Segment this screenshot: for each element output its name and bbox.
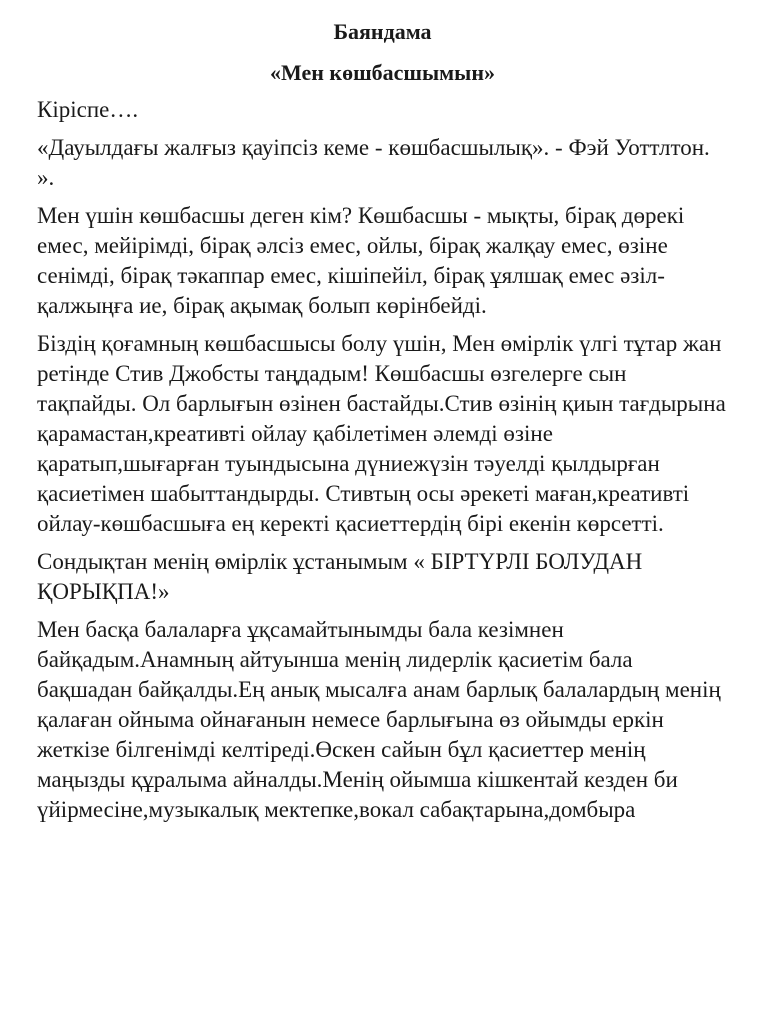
- paragraph-introduction: Кіріспе….: [37, 97, 139, 122]
- paragraph-leader-definition: Мен үшін көшбасшы деген кім? Көшбасшы - мықты, бірақ дөрекі емес, мейірімді, бірақ әлсіз емес, ойлы, бірақ жалқау емес, өзіне сенімді, бірақ тәкаппар емес, кішіпейіл, бірақ ұялшақ емес әзіл-қалжыңға ие, бірақ ақымақ болып көрінбейді.: [37, 203, 685, 318]
- paragraph-quote: «Дауылдағы жалғыз қауіпсіз кеме - көшбасшылық». - Фэй Уоттлтон. ».: [37, 135, 710, 190]
- paragraph-childhood: Мен басқа балаларға ұқсамайтынымды бала кезімнен байқадым.Анамның айтуынша менің лидерлік қасиетім бала бақшадан байқалды.Ең анық мысалға анам барлық балалардың менің қалаған ойныма ойнағанын немесе барлығына өз ойымды еркін жеткізе білгенімді келтіреді.Өскен сайын бұл қасиеттер менің маңызды құралыма айналды.Менің ойымша кішкентай кезден би үйірмесіне,музыкалық мектепке,вокал сабақтарына,домбыра: [37, 617, 721, 822]
- document-subtitle: «Мен көшбасшымын»: [269, 60, 496, 85]
- paragraph-life-principle: Сондықтан менің өмірлік ұстанымым « БІРТҮРЛІ БОЛУДАН ҚОРЫҚПА!»: [37, 549, 643, 604]
- paragraph-steve-jobs: Біздің қоғамның көшбасшысы болу үшін, Мен өмірлік үлгі тұтар жан ретінде Стив Джобсты таңдадым! Көшбасшы өзгелерге сын тақпайды. Ол барлығын өзінен бастайды.Стив өзінің қиын тағдырына қарамастан,креативті ойлау қабілетімен әлемді өзіне қаратып,шығарған туындысына дүниежүзін тәуелді қылдырған қасиетімен шабыттандырды. Стивтың осы әрекеті маған,креативті ойлау-көшбасшыға ең керекті қасиеттердің бірі екенін көрсетті.: [37, 331, 726, 536]
- document-title: Баяндама: [333, 19, 432, 44]
